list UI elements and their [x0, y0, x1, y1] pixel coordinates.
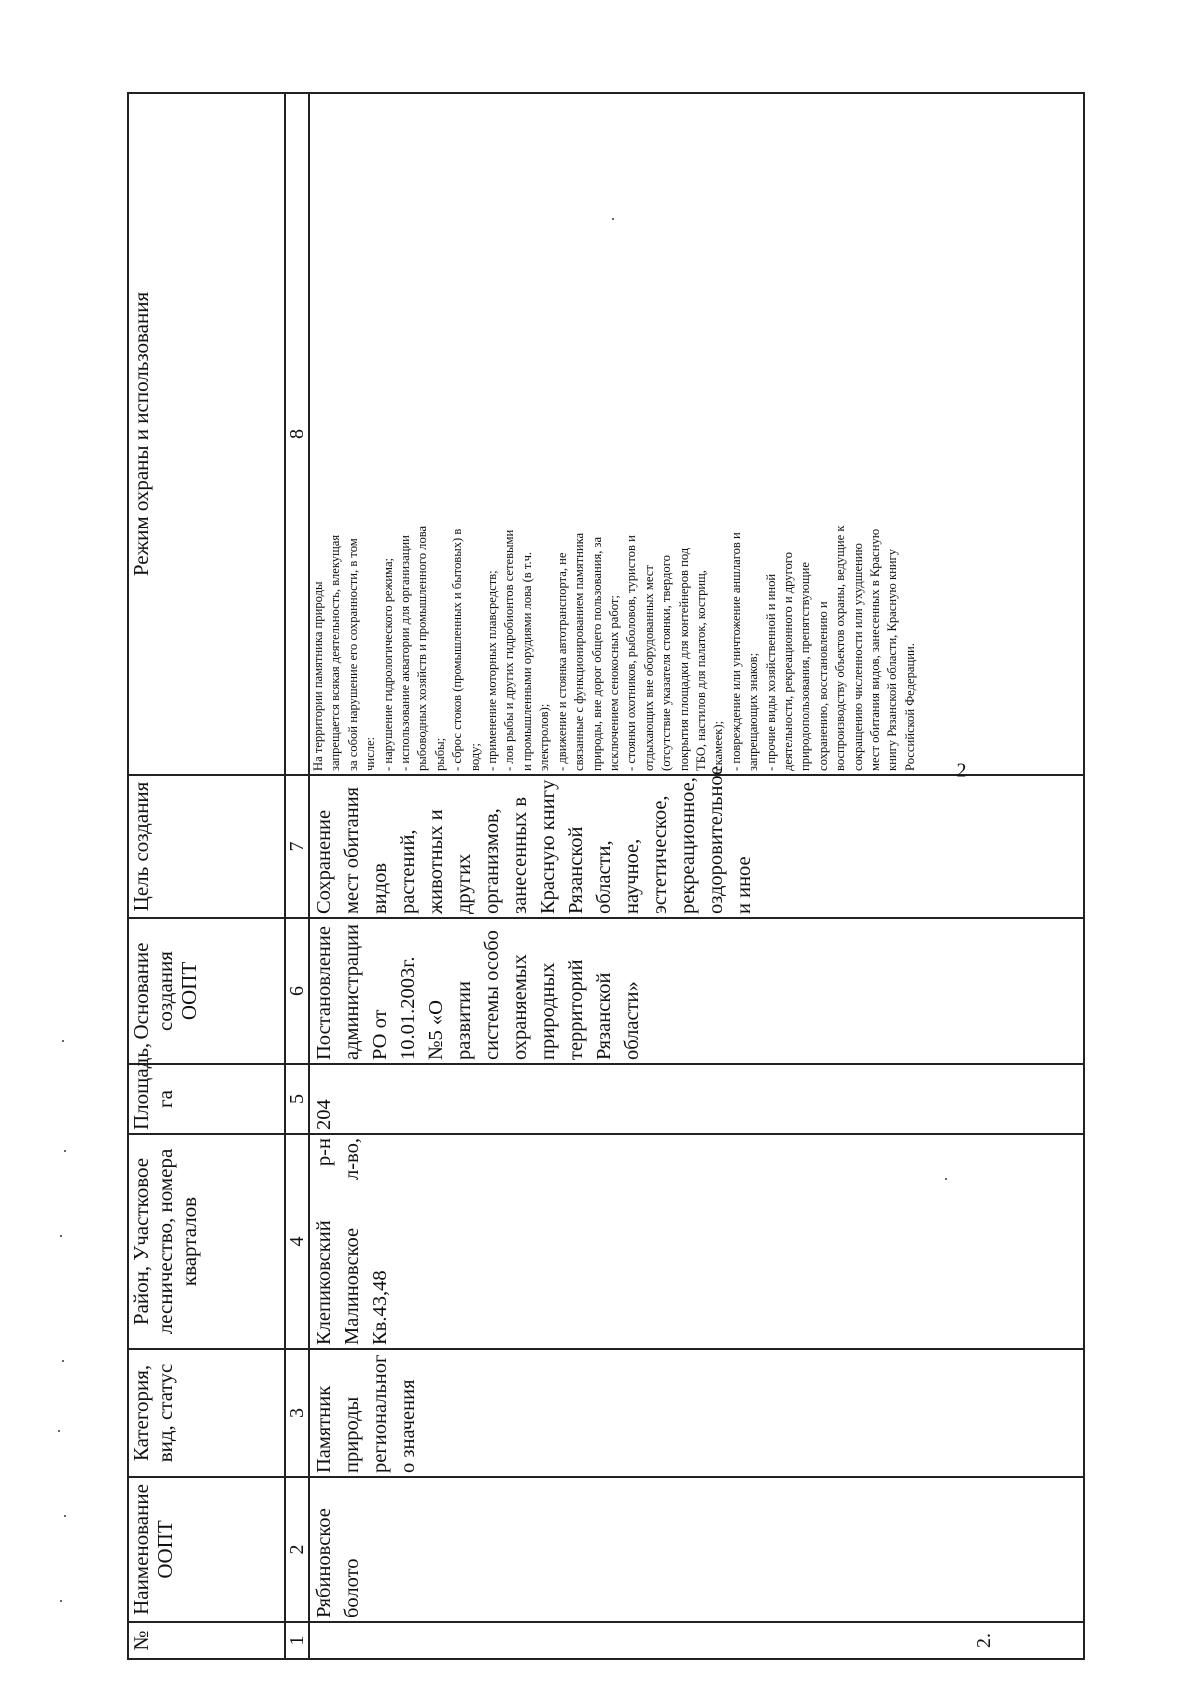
- oopt-area: 204: [309, 1064, 1084, 1134]
- column-number: 8: [285, 93, 309, 775]
- regime-line: - сброс стоков (промышленных и бытовых) в: [450, 528, 465, 771]
- regime-line: исключением сенокосных работ;: [606, 595, 621, 771]
- regime-line: - нарушение гидрологического режима;: [380, 557, 395, 771]
- regime-line: природопользования, препятствующие: [798, 562, 813, 771]
- column-number: 3: [285, 1349, 309, 1477]
- header-purpose: Цель создания: [128, 775, 285, 918]
- column-number: 5: [285, 1064, 309, 1134]
- regime-line: - движение и стоянка автотранспорта, не: [554, 552, 569, 771]
- regime-line: покрытия площадки для контейнеров под: [676, 547, 691, 771]
- column-number-row: [285, 93, 309, 1659]
- regime-line: ТБО, настилов для палаток, кострищ,: [693, 570, 708, 771]
- column-number: 2: [285, 1477, 309, 1622]
- regime-line: - применение моторных плавсредств;: [485, 570, 500, 771]
- scan-speck: [58, 1430, 60, 1432]
- header-category: Категория, вид, статус: [128, 1349, 285, 1477]
- header-row: [128, 93, 285, 1659]
- regime-line: связанные с функционированием памятника: [572, 532, 587, 771]
- oopt-location: Клепиковский р-н Малиновское л-во, Кв.43,48: [309, 1134, 1084, 1349]
- regime-line: воспроизводству объектов охраны, ведущие к: [833, 525, 848, 771]
- regime-line: - использование акватории для организации: [398, 535, 413, 771]
- header-regime: Режим охраны и использования: [128, 93, 285, 775]
- regime-line: отдыхающих вне оборудованных мест: [641, 565, 656, 771]
- scan-speck: [64, 1150, 66, 1152]
- page-number: 2: [956, 759, 967, 782]
- regime-line: - стоянки охотников, рыболовов, туристов и: [624, 535, 639, 771]
- regime-line: скамеек);: [711, 720, 726, 771]
- oopt-basis: Постановление администрации РО от 10.01.2003г. №5 «О развитии системы особо охраняемых природных территорий Рязанской области»: [309, 918, 1084, 1064]
- regime-line: Российской Федерации.: [902, 643, 917, 771]
- oopt-name: Рябиновское болото: [309, 1477, 1084, 1622]
- scan-speck: [60, 1600, 62, 1602]
- table-row: [309, 93, 1084, 1659]
- regime-line: числе:: [363, 736, 378, 771]
- column-number: 4: [285, 1134, 309, 1349]
- column-number: 6: [285, 918, 309, 1064]
- scan-speck: [60, 1235, 62, 1237]
- header-name: Наименование ООПТ: [128, 1477, 285, 1622]
- regime-line: мест обитания видов, занесенных в Красную: [868, 528, 882, 771]
- regime-line: книгу Рязанской области, Красную книгу: [885, 548, 900, 771]
- rotated-landscape-page: [115, 86, 1115, 1666]
- regime-line: природы, вне дорог общего пользования, за: [589, 536, 604, 771]
- second-row-number: 2.: [973, 1633, 995, 1648]
- scan-speck: [62, 1040, 64, 1042]
- oopt-table: [127, 92, 1085, 1660]
- regime-line: - повреждение или уничтожение аншлагов и: [728, 532, 743, 771]
- regime-line: сохранению, восстановлению и: [815, 601, 830, 771]
- header-location: Район, Участковое лесничество, номера кварталов: [128, 1134, 285, 1349]
- header-number: №: [128, 1622, 285, 1659]
- regime-line: рыбы;: [432, 737, 447, 771]
- regime-line: - прочие виды хозяйственной и иной: [763, 573, 778, 771]
- regime-line: сокращению численности или ухудшению: [850, 543, 865, 771]
- header-area: Площадь, га: [128, 1064, 285, 1134]
- regime-line: (отсутствие указателя стоянки, твердого: [659, 555, 674, 771]
- regime-line: электролов);: [537, 703, 552, 771]
- regime-line: - лов рыбы и других гидробионтов сетевыми: [502, 529, 517, 771]
- column-number: 7: [285, 775, 309, 918]
- scan-speck: [64, 1515, 66, 1517]
- regime-line: воду;: [467, 743, 482, 771]
- regime-line: и промышленными орудиями лова (в т.ч.: [519, 551, 534, 771]
- row-number: [309, 1622, 1084, 1659]
- regime-line: запрещается всякая деятельность, влекущая: [328, 534, 343, 771]
- regime-line: рыбоводных хозяйств и промышленного лова: [415, 525, 430, 771]
- oopt-category: Памятник природы региональног о значения: [309, 1349, 1084, 1477]
- regime-line: за собой нарушение его сохранности, в том: [345, 538, 360, 771]
- regime-line: запрещающих знаков;: [746, 652, 761, 771]
- column-number: 1: [285, 1622, 309, 1659]
- regime-line: На территории памятника природы: [311, 581, 325, 771]
- oopt-regime: [309, 93, 1084, 775]
- scan-speck: [62, 1360, 64, 1362]
- oopt-purpose: Сохранение мест обитания видов растений, животных и других организмов, занесенных в Красную книгу Рязанской области, научное, эстетическое, рекреационное, оздоровительное и иное: [309, 775, 1084, 918]
- regime-line: деятельности, рекреационного и другого: [780, 552, 795, 771]
- header-basis: Основание создания ООПТ: [128, 918, 285, 1064]
